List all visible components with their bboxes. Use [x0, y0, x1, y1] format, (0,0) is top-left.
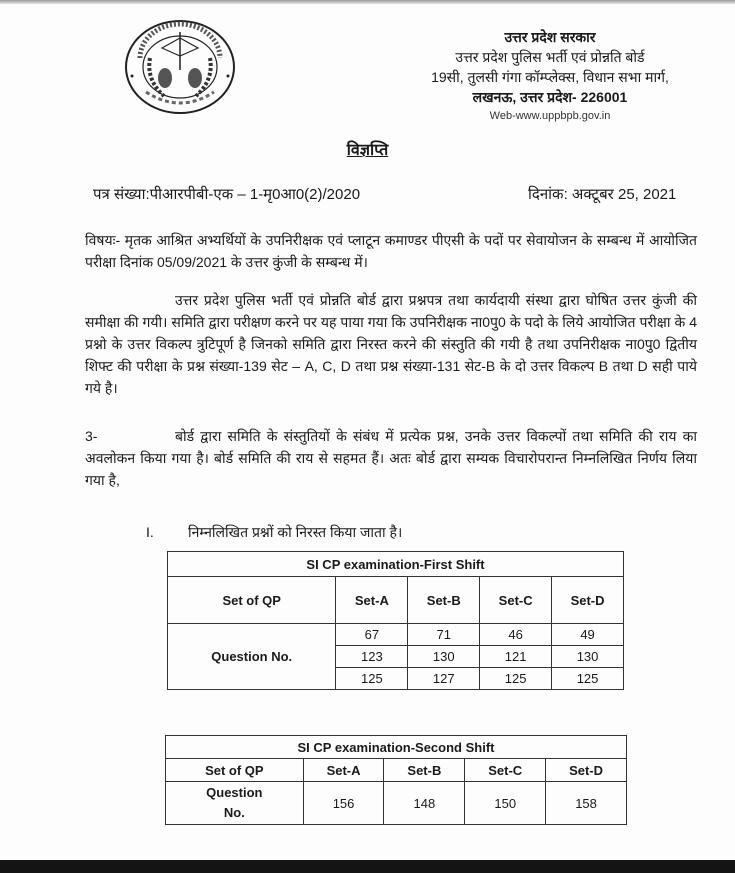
board-name: उत्तर प्रदेश पुलिस भर्ती एवं प्रोन्नति बोर्ड [455, 49, 645, 65]
government-name: उत्तर प्रदेश सरकार [504, 29, 596, 45]
column-header: Set-B [408, 577, 480, 624]
website-link[interactable]: Web-www.uppbpb.gov.in [489, 110, 611, 122]
table-cell: 67 [336, 624, 408, 646]
column-header: Set-C [480, 577, 552, 624]
table-cell: 125 [552, 668, 624, 690]
table-cell: 150 [465, 782, 546, 825]
column-header: Set-B [384, 759, 465, 782]
table-row [168, 624, 624, 646]
item-i-text: निम्नलिखित प्रश्नों को निरस्त किया जाता है। [188, 524, 403, 540]
first-shift-table [167, 551, 624, 690]
paragraph-3-text: बोर्ड द्वारा समिति के संस्तुतियों के संबंध में प्रत्येक प्रश्न, उनके उत्तर विकल्पों तथा समिति की राय का अवलोकन किया गया है। बोर्ड समिति की राय से सहमत हैं। अतः बोर्ड द्वारा सम्यक विचारोपरान्त निम्नलिखित निर्णय लिया गया है, [85, 428, 697, 488]
column-header: Set-A [303, 759, 384, 782]
table-cell: 125 [336, 668, 408, 690]
column-header: Set-C [465, 759, 546, 782]
table-cell: 156 [303, 782, 384, 825]
row-header: Set of QP [166, 759, 304, 782]
table-cell: 130 [552, 646, 624, 668]
document-date: दिनांक: अक्टूबर 25, 2021 [528, 186, 677, 203]
city-line: लखनऊ, उत्तर प्रदेश- 226001 [472, 89, 628, 105]
item-i-number: I. [146, 524, 154, 540]
table-caption: SI CP examination-First Shift [168, 552, 624, 577]
table-row [166, 782, 627, 825]
table-cell: 158 [546, 782, 627, 825]
table-cell: 130 [408, 646, 480, 668]
document-title: विज्ञप्ति [346, 142, 389, 159]
top-edge [0, 0, 735, 4]
letterhead [400, 28, 700, 126]
table-cell: 125 [480, 668, 552, 690]
address-line: 19सी, तुलसी गंगा कॉम्प्लेक्स, विधान सभा मार्ग, [431, 69, 669, 85]
table-cell: 49 [552, 624, 624, 646]
item-i [146, 523, 402, 542]
table-cell: 121 [480, 646, 552, 668]
row-label: Question No. [168, 624, 336, 690]
paragraph-3-number: 3- [85, 428, 98, 444]
bottom-edge [0, 860, 735, 873]
row-label-line-2: No. [223, 805, 245, 820]
paragraph-3 [85, 425, 697, 491]
row-label [166, 782, 304, 825]
table-cell: 127 [408, 668, 480, 690]
subject-paragraph: विषयः- मृतक आश्रित अभ्यर्थियों के उपनिरीक्षक एवं प्लाटून कमाण्डर पीएसी के पदों पर सेवायोजन के सम्बन्ध में आयोजित परीक्षा दिनांक 05/09/2021 के उत्तर कुंजी के सम्बन्ध में। [85, 232, 697, 270]
row-header: Set of QP [168, 577, 336, 624]
column-header: Set-A [336, 577, 408, 624]
table-cell: 46 [480, 624, 552, 646]
reference-number: पत्र संख्या:पीआरपीबी-एक – 1-मृ0आ0(2)/2020 [93, 186, 361, 203]
table-cell: 123 [336, 646, 408, 668]
paragraph-2: उत्तर प्रदेश पुलिस भर्ती एवं प्रोन्नति बोर्ड द्वारा प्रश्नपत्र तथा कार्यदायी संस्था द्वारा घोषित उत्तर कुंजी की समीक्षा की गयी। समिति द्वारा परीक्षण करने पर यह पाया गया कि उपनिरीक्षक ना0पु0 के पदो के लिये आयोजित परीक्षा के 4 प्रश्नो के उत्तर विकल्प त्रुटिपूर्ण है जिनको समिति द्वारा निरस्त करने की संस्तुति की गयी है तथा उपनिरीक्षक ना0पु0 द्वितीय शिफ्ट की परीक्षा के प्रश्न संख्या-139 सेट – A, C, D तथा प्रश्न संख्या-131 सेट-B के दो उत्तर विकल्प B तथा D सही पाये गये है। [85, 292, 697, 396]
row-label-line-1: Question [206, 785, 263, 800]
table-caption: SI CP examination-Second Shift [166, 736, 627, 759]
uppbpb-seal-icon [124, 18, 236, 116]
column-header: Set-D [552, 577, 624, 624]
column-header: Set-D [546, 759, 627, 782]
table-cell: 148 [384, 782, 465, 825]
table-cell: 71 [408, 624, 480, 646]
second-shift-table [165, 735, 627, 825]
